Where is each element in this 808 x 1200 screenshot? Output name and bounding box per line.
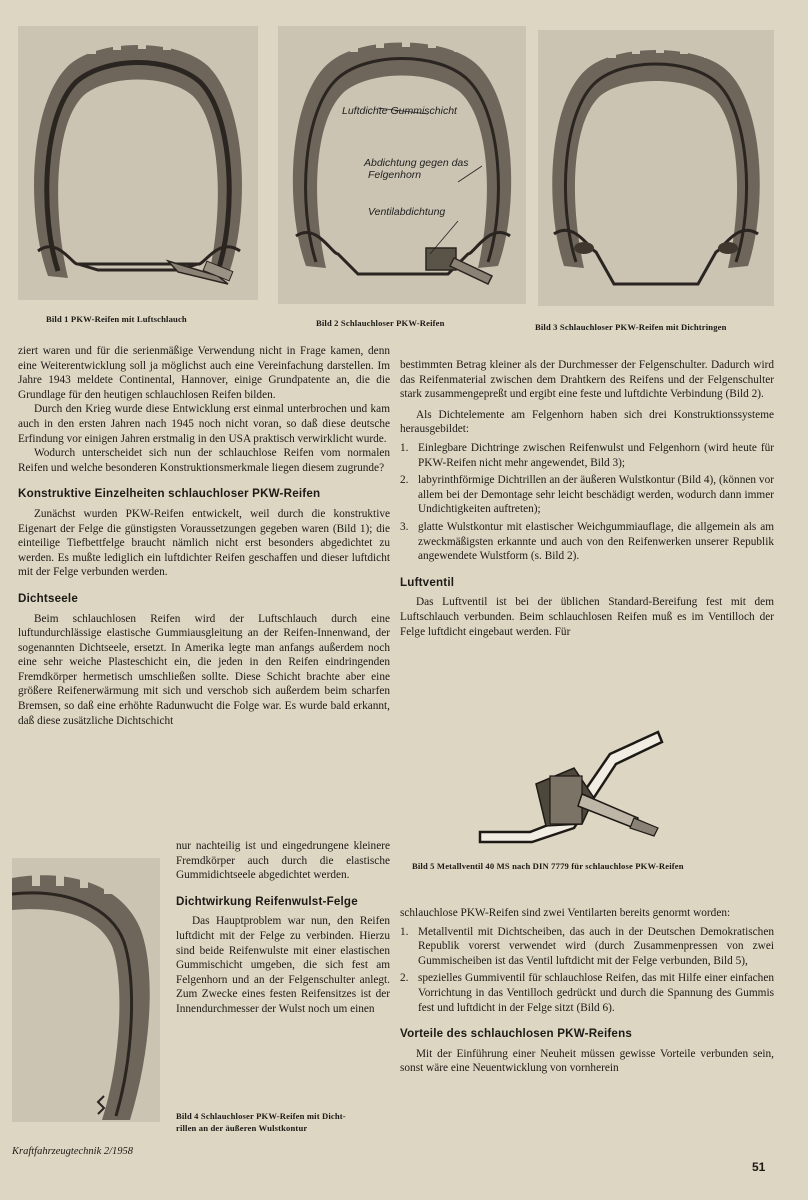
left-column-top	[18, 344, 390, 728]
list-item: 2. spezielles Gummiventil für schlauchlose Reifen, das mit Hilfe einer einfachen Vorrichtung in das Ventilloch gedrückt und durch die Spannung des Gummis fest und luftdicht in der Felge sitzt (Bild 6).	[400, 972, 774, 1014]
figure-caption-bild-4-line-2: rillen an der äußeren Wulstkontur	[176, 1123, 308, 1133]
figure-caption-bild-5: Bild 5 Metallventil 40 MS nach DIN 7779 für schlauchlose PKW-Reifen	[412, 861, 684, 871]
metal-valve-illustration	[470, 724, 670, 850]
figure-bild-3	[538, 30, 774, 306]
tire-with-tube-illustration	[18, 26, 258, 300]
heading-vorteile: Vorteile des schlauchlosen PKW-Reifens	[400, 1027, 633, 1041]
right-column-top	[400, 358, 774, 639]
list-item: 1. Einlegbare Dichtringe zwischen Reifenwulst und Felgenhorn (wird heute für PKW-Reifen nicht mehr angewendet, Bild 3);	[400, 441, 774, 469]
list-ventilarten	[400, 925, 774, 1016]
label-abdichtung-2: Felgenhorn	[368, 169, 422, 181]
right-column-bottom	[400, 906, 774, 1076]
tire-sealing-grooves-illustration	[12, 858, 160, 1122]
label-luftdichte-gummischicht: Luftdichte Gummischicht	[342, 105, 457, 117]
tubeless-tire-illustration	[278, 26, 526, 304]
page-number: 51	[752, 1160, 766, 1174]
paragraph-konstruktiv: Zunächst wurden PKW-Reifen entwickelt, weil durch die konstruktive Eigenart der Felge die günstigsten Voraussetzungen gegeben waren (Bild 1); die einteilige Tiefbettfelge braucht nämlich nicht erst besonders abgedichtet zu werden. Es mußte lediglich ein luftdichter Reifen geschaffen und dieser luftdicht mit der Felge verbunden werden.	[18, 507, 390, 579]
journal-footer: Kraftfahrzeugtechnik 2/1958	[12, 1146, 134, 1157]
paragraph-dichtwirkung: Das Hauptproblem war nun, den Reifen luftdicht mit der Felge zu verbinden. Hierzu sind beide Reifenwulste mit einer elastischen Gummischicht umgeben, die sich fest am Felgenhorn und an der Felgenschulter anlegt. Zum Zwecke eines festen Reifensitzes ist der Innendurchmesser der Wulst noch um einen	[176, 915, 390, 1015]
tubeless-tire-sealing-ring-illustration	[538, 30, 774, 306]
figure-bild-2	[278, 26, 526, 304]
paragraph-right-cont: bestimmten Betrag kleiner als der Durchmesser der Felgenschulter. Dadurch wird das Reifenmaterial zwischen dem Drahtkern des Reifens und der Felgenschulter stark zusammengepreßt und ergibt eine feste und luftdichte Verbindung (Bild 2).	[400, 359, 774, 401]
heading-dichtseele: Dichtseele	[18, 591, 78, 605]
heading-luftventil: Luftventil	[400, 575, 455, 589]
figure-bild-1	[18, 26, 258, 300]
figure-bild-5	[470, 724, 670, 850]
paragraph-dichtseele-cont: nur nachteilig ist und eingedrungene kleinere Fremdkörper auch durch die elastische Gummidichtseele abgedichtet werden.	[176, 840, 390, 882]
list-dichtelemente	[400, 441, 774, 564]
figure-caption-bild-2: Bild 2 Schlauchloser PKW-Reifen	[316, 318, 445, 328]
figure-bild-4	[12, 858, 160, 1122]
list-item: 3. glatte Wulstkontur mit elastischer Weichgummiauflage, die allgemein als am zweckmäßigsten erkannte und auch von den Reifenwerken unserer Republik angewendete Wulstform (s. Bild 2).	[400, 520, 774, 563]
left-column-bottom	[176, 839, 390, 1017]
paragraph-dichtelemente: Als Dichtelemente am Felgenhorn haben sich drei Konstruktionssysteme herausgebildet:	[400, 408, 774, 436]
paragraph-intro-2: Durch den Krieg wurde diese Entwicklung erst einmal unterbrochen und kam auch in den ersten Jahren nach 1945 noch nicht voran, so daß diese deutsche Erfindung vor einigen Jahren erstmalig in den USA praktisch verwirklicht wurde.	[18, 403, 390, 445]
figure-caption-bild-4-line-1: Bild 4 Schlauchloser PKW-Reifen mit Dicht-	[176, 1111, 346, 1121]
figure-caption-bild-1: Bild 1 PKW-Reifen mit Luftschlauch	[46, 314, 187, 324]
figure-caption-bild-3: Bild 3 Schlauchloser PKW-Reifen mit Dichtringen	[535, 322, 727, 332]
paragraph-ventilarten: schlauchlose PKW-Reifen sind zwei Ventilarten bereits genormt worden:	[400, 907, 731, 919]
label-abdichtung-1: Abdichtung gegen das	[364, 157, 469, 169]
paragraph-dichtseele: Beim schlauchlosen Reifen wird der Luftschlauch durch eine luftundurchlässige elastische Gummiausgleitung an der Reifen-Innenwand, der sogenannten Dichtseele, ersetzt. In Amerika legte man anfangs außerdem noch eine sehr weiche Plasteschicht ein, die jeden in den Reifen eindringenden Fremdkörper hermetisch umschließen sollte. Diese Schicht brachte aber eine größere Reifenerwärmung mit sich und verschob sich außerdem beim scharfen Bremsen, so daß eine erhöhte Radunwucht die Folge war. Es wurde bald erkannt, daß diese zusätzliche Dichtschicht	[18, 612, 390, 727]
paragraph-luftventil: Das Luftventil ist bei der üblichen Standard-Bereifung fest mit dem Luftschlauch verbunden. Beim schlauchlosen Reifen muß es im Ventilloch der Felge luftdicht eingebaut werden. Für	[400, 596, 774, 638]
list-item: 1. Metallventil mit Dichtscheiben, das auch in der Deutschen Demokratischen Republik vorerst verwendet wird (durch Zusammenpressen von zwei Gummischeiben ist das Ventil luftdicht mit der Felge verbunden, Bild 5),	[400, 925, 774, 967]
heading-dichtwirkung: Dichtwirkung Reifenwulst-Felge	[176, 894, 358, 908]
label-ventilabdichtung: Ventilabdichtung	[368, 206, 446, 218]
paragraph-vorteile: Mit der Einführung einer Neuheit müssen gewisse Vorteile verbunden sein, sonst wäre eine Neuentwicklung von vornherein	[400, 1047, 774, 1075]
paragraph-intro-3: Wodurch unterscheidet sich nun der schlauchlose Reifen vom normalen Reifen und welche besonderen Konstruktionsmerkmale liegen diesem zugrunde?	[18, 447, 390, 474]
paragraph-intro-1: ziert waren und für die serienmäßige Verwendung nicht in Frage kamen, denn eine Weiterentwicklung soll ja möglichst auch eine Vereinfachung darstellen. Im Jahre 1943 meldete Continental, Hannover, einige Grundpatente an, die die Grundlage für den heutigen schlauchlosen Reifen bilden.	[18, 345, 390, 401]
list-item: 2. labyrinthförmige Dichtrillen an der äußeren Wulstkontur (Bild 4), (können vor allem bei der Demontage sehr leicht beschädigt werden, wodurch dann immer Undichtigkeiten auftreten);	[400, 474, 774, 516]
heading-konstruktive-einzelheiten: Konstruktive Einzelheiten schlauchloser PKW-Reifen	[18, 487, 321, 501]
